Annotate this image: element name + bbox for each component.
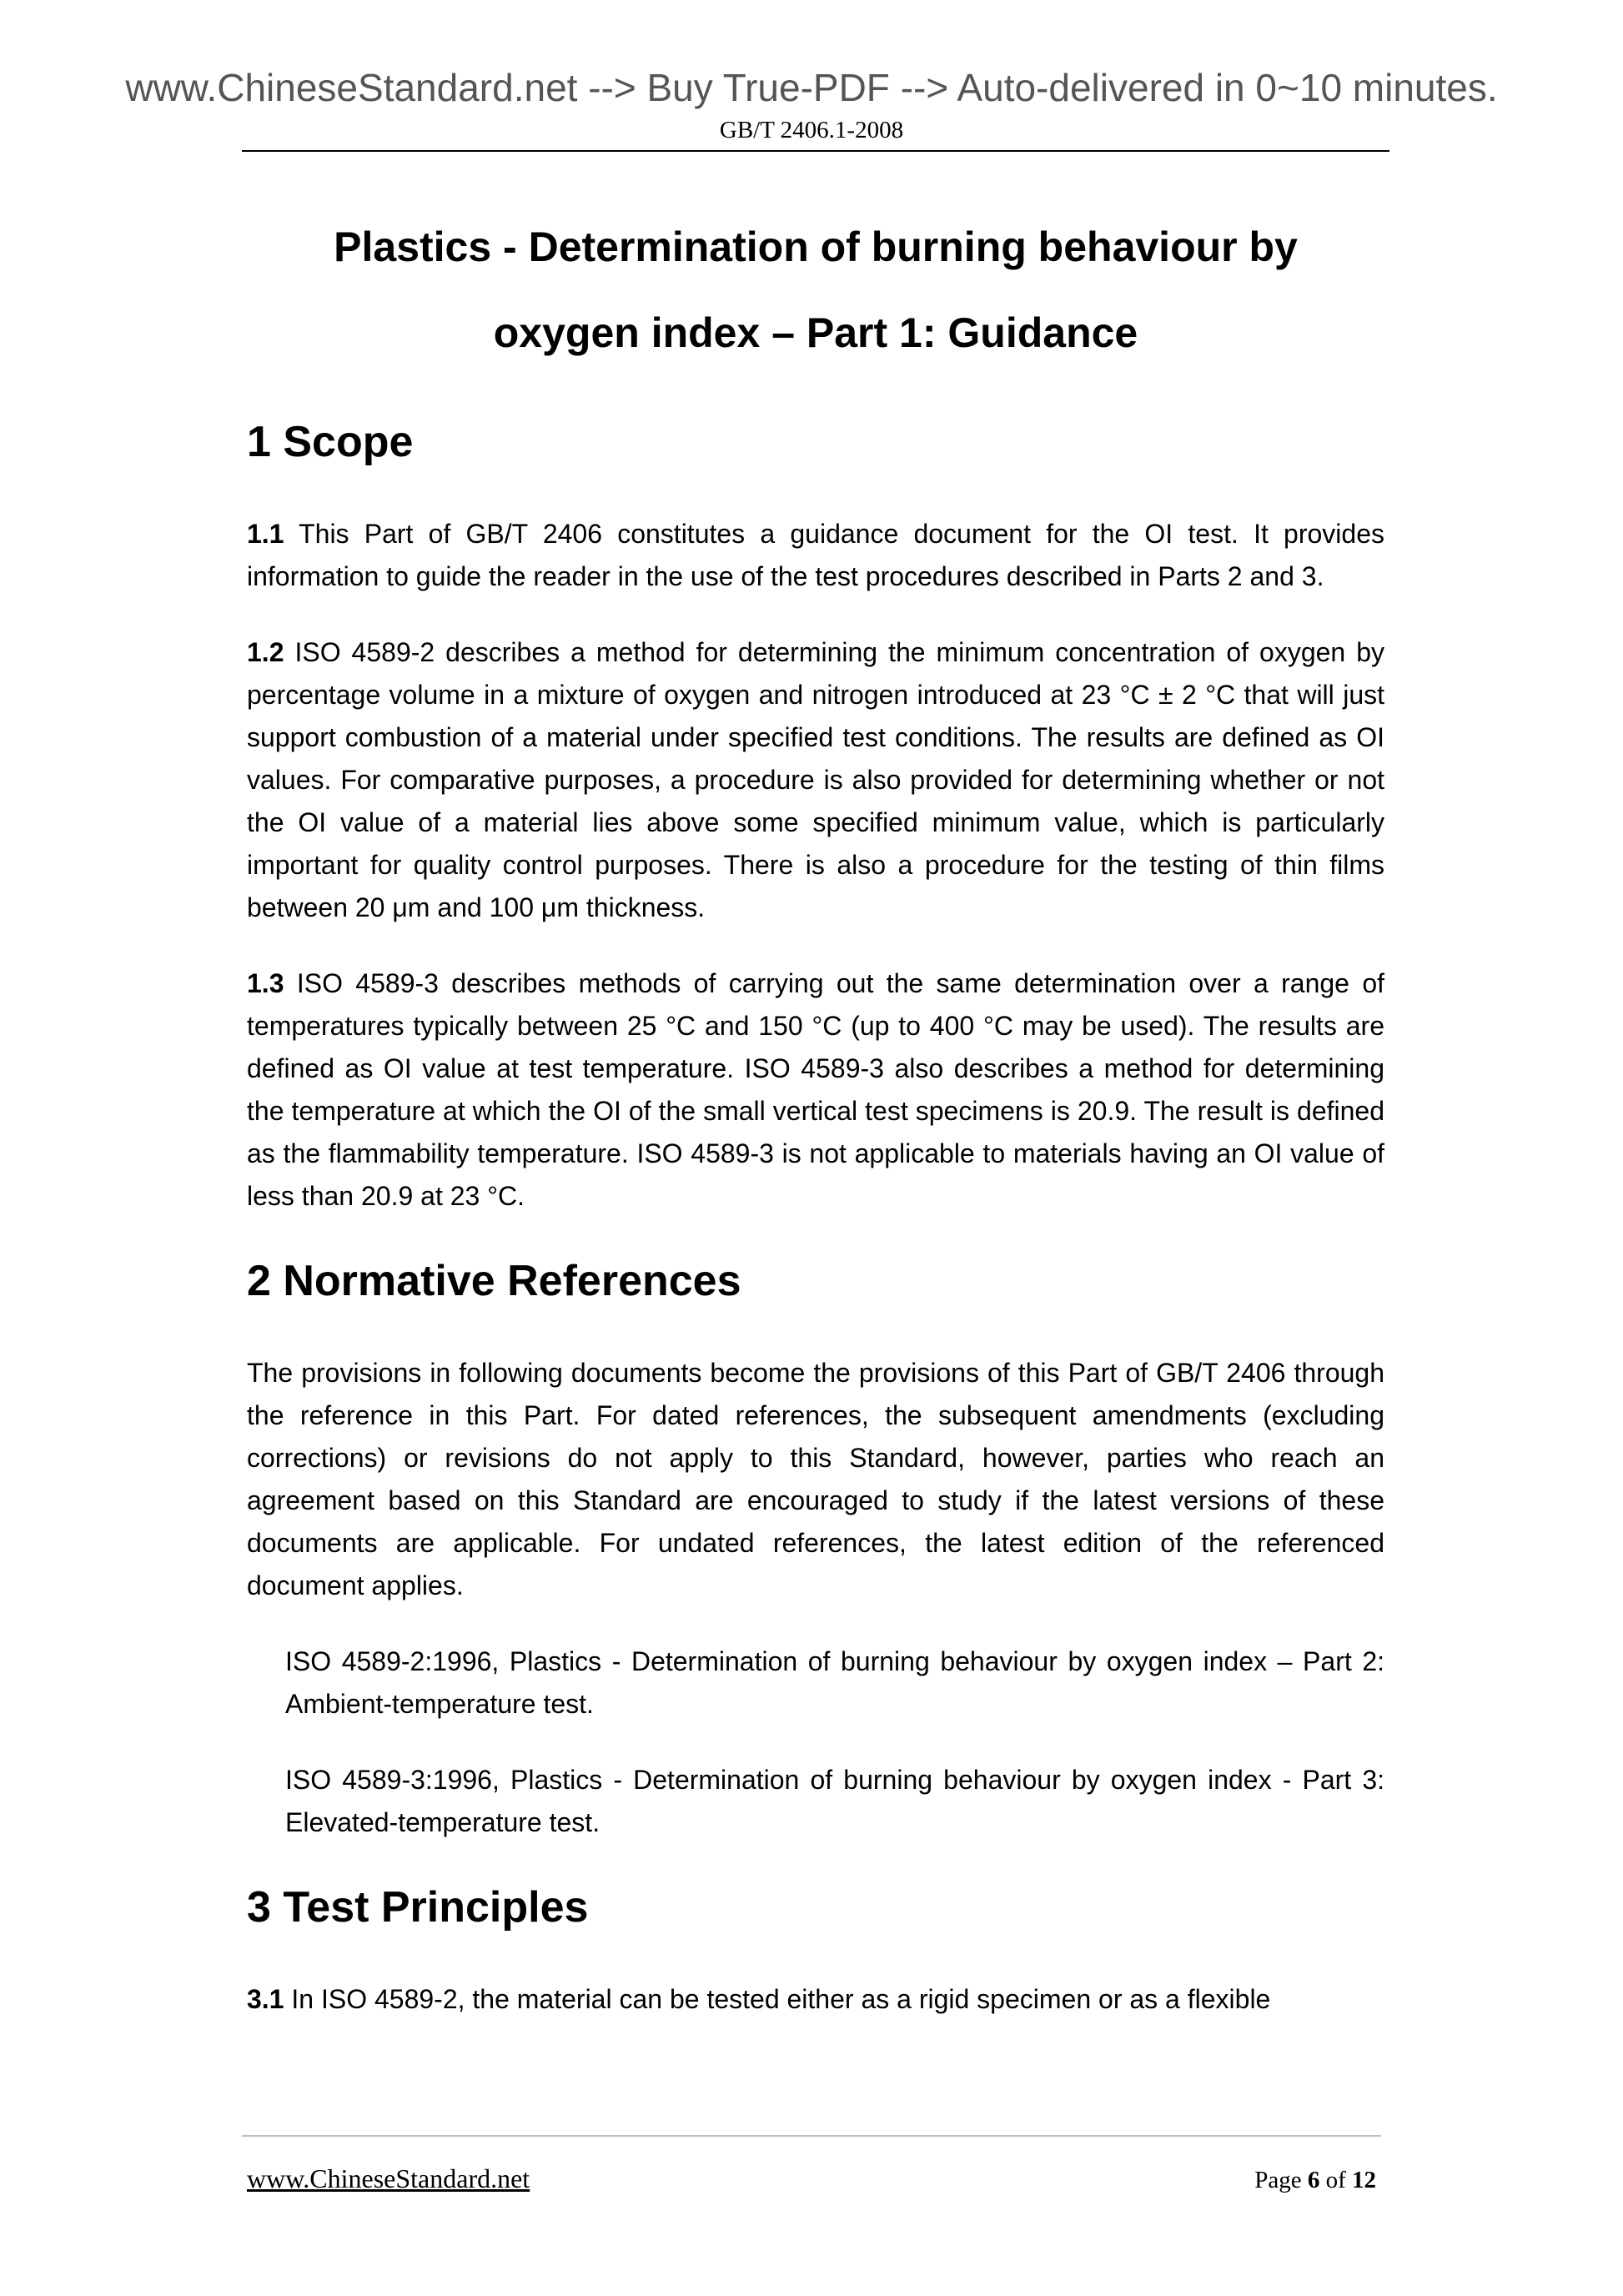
- page-of: of: [1325, 2167, 1346, 2193]
- section-heading-scope: 1 Scope: [247, 418, 414, 466]
- clause-text: In ISO 4589-2, the material can be tested either as a rigid specimen or as a flexible: [284, 1984, 1271, 2014]
- page-total: 12: [1352, 2167, 1376, 2193]
- document-body: [247, 417, 1384, 2021]
- clause-text: ISO 4589-3 describes methods of carrying out the same determination over a range of temperatures typically between 25 °C and 150 °C (up to 400 °C may be used). The results are defined as OI value at test temperature. ISO 4589-3 also describes a method for determining the temperature at which the OI of the small vertical test specimens is 20.9. The result is defined as the flammability temperature. ISO 4589-3 is not applicable to materials having an OI value of less than 20.9 at 23 °C.: [247, 968, 1384, 1211]
- clause-number: 1.3: [247, 968, 284, 998]
- section-heading-test-principles: 3 Test Principles: [247, 1883, 589, 1932]
- normative-references-intro: The provisions in following documents become the provisions of this Part of GB/T 2406 through the reference in this Part. For dated references, the subsequent amendments (excluding corrections) or revisions do not apply to this Standard, however, parties who reach an agreement based on this Standard are encouraged to study if the latest versions of these documents are applicable. For undated references, the latest edition of the referenced document applies.: [247, 1358, 1384, 1600]
- clause-text: ISO 4589-2 describes a method for determining the minimum concentration of oxygen by percentage volume in a mixture of oxygen and nitrogen introduced at 23 °C ± 2 °C that will just support combustion of a material under specified test conditions. The results are defined as OI values. For comparative purposes, a procedure is also provided for determining whether or not the OI value of a material lies above some specified minimum value, which is particularly important for quality control purposes. There is also a procedure for the testing of thin films between 20 μm and 100 μm thickness.: [247, 637, 1384, 922]
- reference-item: ISO 4589-2:1996, Plastics - Determination of burning behaviour by oxygen index – Part 2: Ambient-temperature test.: [285, 1646, 1384, 1719]
- promo-banner: www.ChineseStandard.net --> Buy True-PDF --> Auto-delivered in 0~10 minutes.: [125, 66, 1498, 109]
- clause-1-1: [247, 513, 1384, 598]
- clause-3-1: [247, 1978, 1384, 2021]
- clause-number: 3.1: [247, 1984, 284, 2014]
- document-title: [242, 204, 1389, 376]
- header-divider: [242, 150, 1389, 152]
- reference-item: ISO 4589-3:1996, Plastics - Determination of burning behaviour by oxygen index - Part 3: Elevated-temperature test.: [285, 1765, 1384, 1837]
- clause-1-3: [247, 962, 1384, 1218]
- clause-1-2: [247, 631, 1384, 929]
- page-number: [1254, 2167, 1376, 2194]
- footer-website-link[interactable]: www.ChineseStandard.net: [247, 2163, 530, 2193]
- clause-text: This Part of GB/T 2406 constitutes a guidance document for the OI test. It provides information to guide the reader in the use of the test procedures described in Parts 2 and 3.: [247, 519, 1384, 591]
- title-line-1: Plastics - Determination of burning behaviour by: [334, 224, 1298, 270]
- footer-divider: [242, 2135, 1381, 2137]
- page-current: 6: [1307, 2167, 1320, 2193]
- title-line-2: oxygen index – Part 1: Guidance: [493, 309, 1138, 356]
- clause-number: 1.1: [247, 519, 284, 549]
- section-heading-normative-references: 2 Normative References: [247, 1257, 741, 1305]
- page-label: Page: [1254, 2167, 1302, 2193]
- clause-number: 1.2: [247, 637, 284, 667]
- standard-code: GB/T 2406.1-2008: [719, 117, 904, 143]
